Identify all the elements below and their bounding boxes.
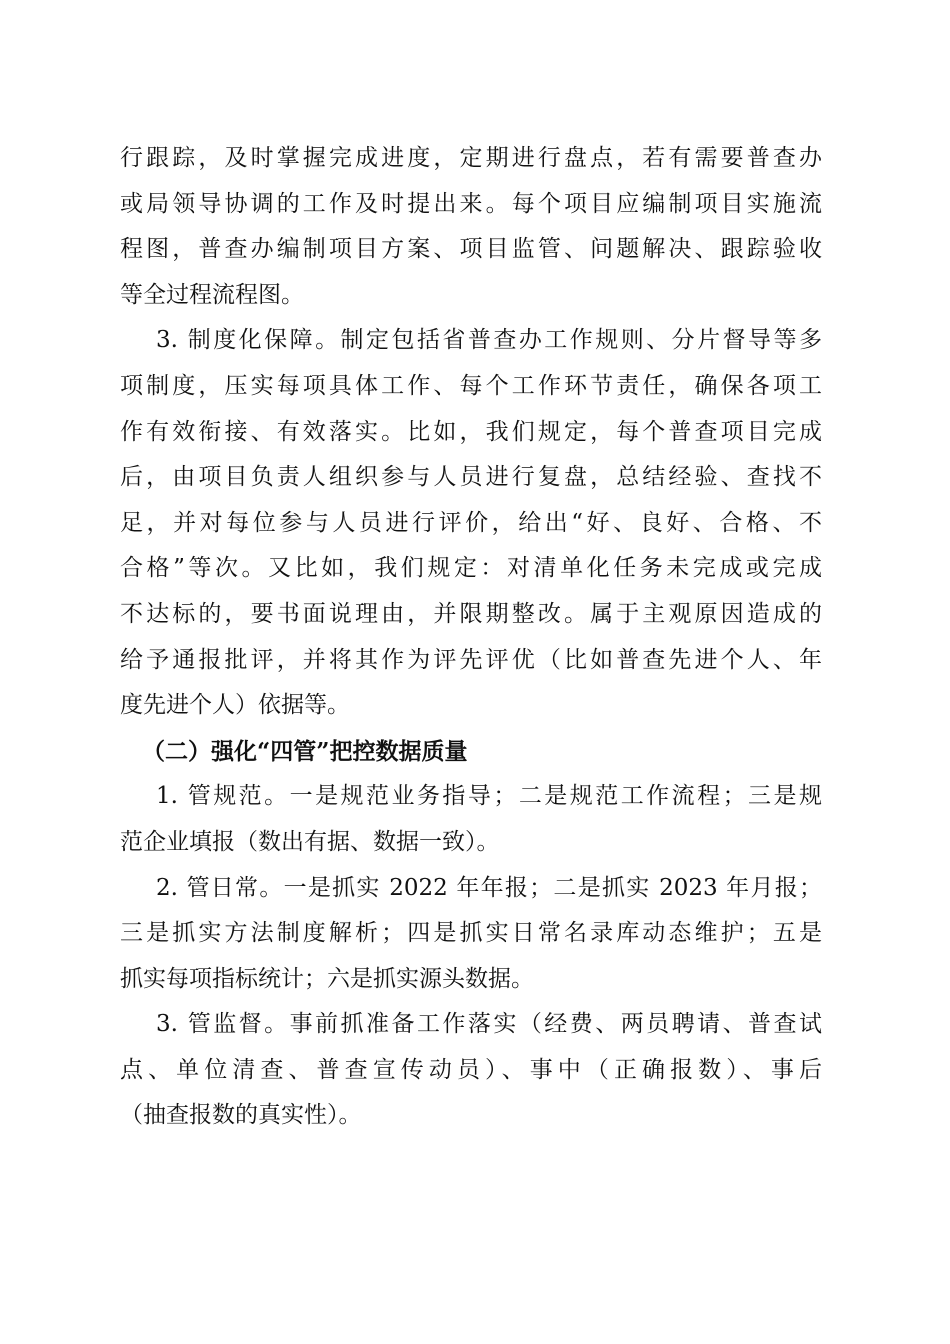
paragraph-line: 合格”等次。又比如，我们规定：对清单化任务未完成或完成 — [120, 555, 822, 582]
paragraph-line: 足，并对每位参与人员进行评价，给出“好、良好、合格、不 — [120, 509, 822, 536]
paragraph-line: 不达标的，要书面说理由，并限期整改。属于主观原因造成的 — [120, 600, 822, 627]
paragraph-line: 项制度，压实每项具体工作、每个工作环节责任，确保各项工 — [120, 372, 822, 399]
paragraph-line: 行跟踪，及时掌握完成进度，定期进行盘点，若有需要普查办 — [120, 145, 822, 171]
paragraph-line: （抽查报数的真实性）。 — [120, 1102, 362, 1129]
paragraph-line: 2. 管日常。一是抓实 2022 年年报；二是抓实 2023 年月报； — [156, 874, 822, 901]
paragraph-line: 范企业填报（数出有据、数据一致）。 — [120, 828, 500, 855]
paragraph-line: 3. 制度化保障。制定包括省普查办工作规则、分片督导等多 — [156, 327, 822, 354]
paragraph-line: 给予通报批评，并将其作为评先评优（比如普查先进个人、年 — [120, 646, 822, 673]
paragraph-line: 后，由项目负责人组织参与人员进行复盘，总结经验、查找不 — [120, 464, 822, 491]
paragraph-line: 点、单位清查、普查宣传动员）、事中（正确报数）、事后 — [120, 1056, 822, 1083]
paragraph-line: 1. 管规范。一是规范业务指导；二是规范工作流程；三是规 — [156, 783, 822, 810]
document-body — [120, 136, 822, 1139]
section-heading: （二）强化“四管”把控数据质量 — [142, 737, 468, 765]
paragraph-line: 程图，普查办编制项目方案、项目监管、问题解决、跟踪验收 — [120, 236, 822, 263]
paragraph-line: 或局领导协调的工作及时提出来。每个项目应编制项目实施流 — [120, 190, 822, 217]
paragraph-line: 3. 管监督。事前抓准备工作落实（经费、两员聘请、普查试 — [156, 1011, 822, 1038]
paragraph-line: 抓实每项指标统计；六是抓实源头数据。 — [120, 965, 534, 992]
paragraph-line: 作有效衔接、有效落实。比如，我们规定，每个普查项目完成 — [120, 418, 822, 445]
paragraph-line: 等全过程流程图。 — [120, 281, 304, 308]
paragraph-line: 三是抓实方法制度解析；四是抓实日常名录库动态维护；五是 — [120, 920, 822, 947]
paragraph-line: 度先进个人）依据等。 — [120, 692, 350, 719]
